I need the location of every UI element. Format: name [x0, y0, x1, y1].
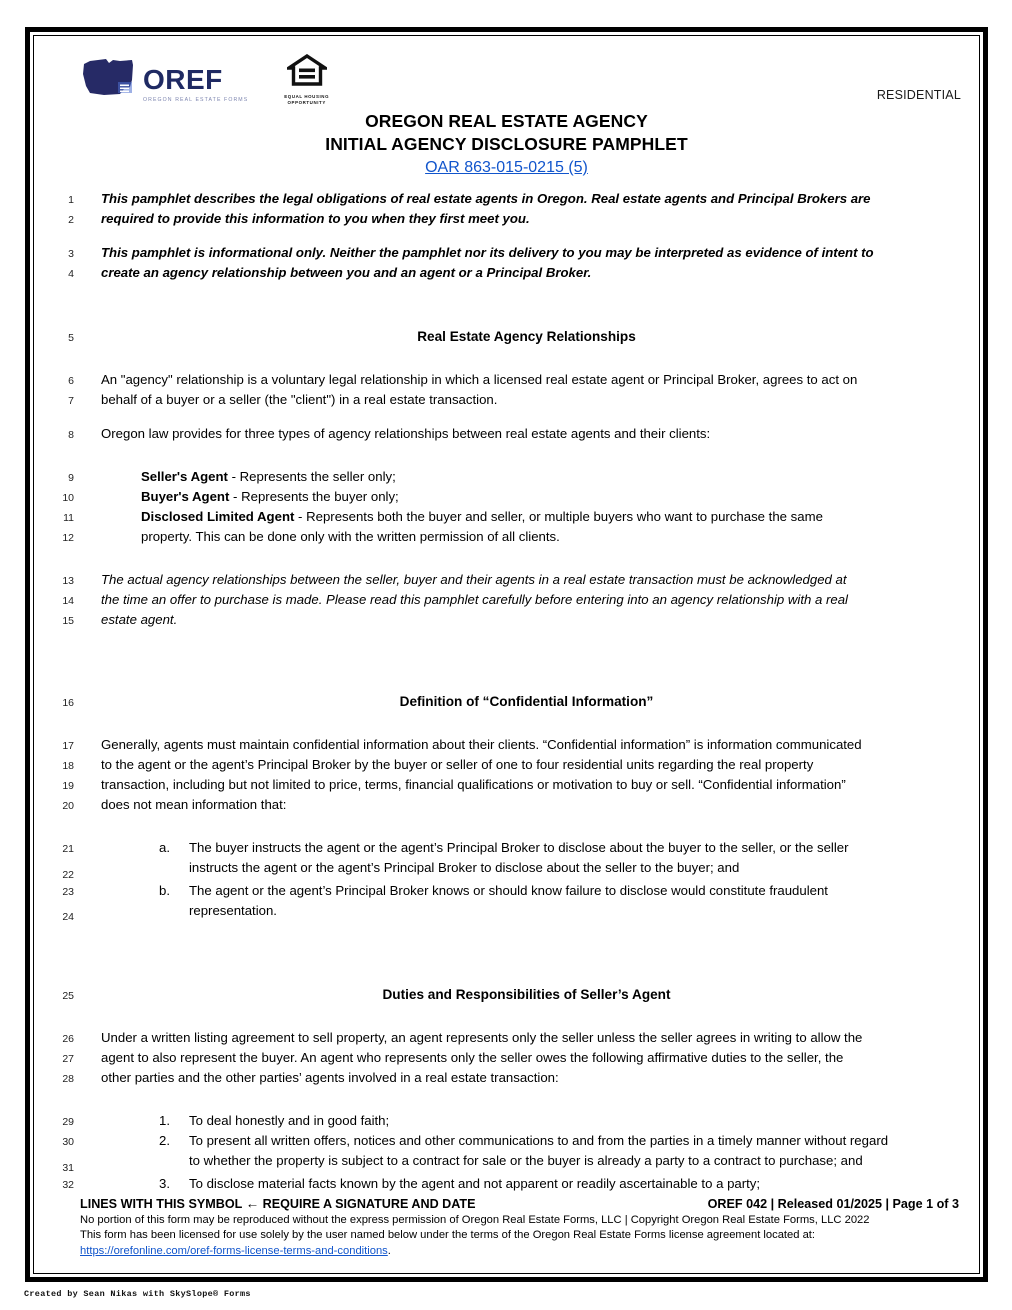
- list-marker-continuation: [141, 858, 189, 878]
- numbered-line: [34, 1131, 979, 1151]
- line-text: [74, 1174, 979, 1194]
- list-marker-continuation: [141, 1151, 189, 1171]
- numbered-line: [34, 901, 979, 924]
- line-number: 27: [62, 1053, 74, 1066]
- numbered-line: [34, 370, 979, 390]
- document-page-frame: [25, 27, 988, 1282]
- intro-paragraph-1: [34, 189, 979, 229]
- line-number: 13: [62, 575, 74, 588]
- line-text: [74, 1151, 979, 1171]
- paragraph-confidential-definition: [34, 735, 979, 815]
- numbered-line: [34, 775, 979, 795]
- line-number: 8: [68, 429, 74, 442]
- form-meta: OREF 042 | Released 01/2025 | Page 1 of 3: [707, 1196, 959, 1211]
- signature-symbol-note: [80, 1196, 476, 1211]
- spacer: [34, 674, 979, 692]
- footer-license-link-line: [80, 1244, 959, 1260]
- document-page-inner-border: [33, 35, 980, 1274]
- spacer: [34, 1019, 979, 1028]
- spacer: [34, 458, 979, 467]
- confidential-exceptions-list: [34, 838, 979, 923]
- line-text: does not mean information that:: [101, 797, 287, 813]
- numbered-line: [34, 570, 979, 590]
- line-text: [74, 507, 979, 527]
- oregon-state-shape-icon: [80, 56, 136, 103]
- line-number: 17: [62, 740, 74, 753]
- line-text: [74, 1131, 979, 1151]
- signature-note-prefix: LINES WITH THIS SYMBOL: [80, 1196, 243, 1211]
- agency-type-buyer-agent-label: Buyer's Agent: [141, 489, 230, 505]
- line-text: to the agent or the agent’s Principal Broker by the buyer or seller of one to four residential units regarding the real property: [101, 757, 814, 773]
- footer-top-row: [80, 1196, 959, 1211]
- document-title-line1: OREGON REAL ESTATE AGENCY: [365, 111, 648, 131]
- line-text: This pamphlet is informational only. Neither the pamphlet nor its delivery to you may be interpreted as evidence of intent to: [101, 245, 874, 261]
- equal-housing-icon: [287, 54, 327, 93]
- numbered-line: [34, 590, 979, 610]
- line-number: 1: [68, 194, 74, 207]
- line-number: 14: [62, 595, 74, 608]
- line-text: required to provide this information to you when they first meet you.: [101, 211, 530, 227]
- section-heading-text: Real Estate Agency Relationships: [417, 329, 636, 345]
- paragraph-three-types: [34, 424, 979, 444]
- paragraph-actual-relationships: [34, 570, 979, 630]
- numbered-line: [34, 858, 979, 881]
- footer-period: .: [387, 1244, 391, 1257]
- line-number: 26: [62, 1033, 74, 1046]
- numbered-line: [34, 209, 979, 229]
- line-number: 24: [62, 911, 74, 924]
- oref-logo: [80, 56, 248, 103]
- line-number: 11: [63, 512, 74, 525]
- line-text: estate agent.: [101, 612, 178, 628]
- line-text: [74, 838, 979, 858]
- created-by-watermark: Created by Sean Nikas with SkySlope® Forms: [24, 1289, 251, 1299]
- line-number: 6: [68, 375, 74, 388]
- intro-paragraph-2: [34, 243, 979, 283]
- section-heading-text: Duties and Responsibilities of Seller’s Agent: [382, 987, 671, 1003]
- line-number: 10: [62, 492, 74, 505]
- numbered-line: [34, 390, 979, 410]
- line-number: 25: [62, 990, 74, 1003]
- footer-license-line: This form has been licensed for use solely by the user named below under the terms of the Oregon Real Estate Forms license agreement located at:: [80, 1229, 816, 1241]
- numbered-line: [34, 189, 979, 209]
- spacer: [34, 829, 979, 838]
- line-number: 2: [68, 214, 74, 227]
- line-number: 20: [62, 800, 74, 813]
- equal-housing-label: EQUAL HOUSING OPPORTUNITY: [284, 94, 330, 105]
- line-text: [74, 467, 979, 487]
- document-title-line2: INITIAL AGENCY DISCLOSURE PAMPHLET: [325, 134, 688, 155]
- line-text: The actual agency relationships between the seller, buyer and their agents in a real estate transaction must be acknowledged at: [101, 572, 847, 588]
- line-text: [74, 881, 979, 901]
- numbered-line: [34, 263, 979, 283]
- footer-fine-print: [80, 1213, 959, 1260]
- numbered-line: [34, 610, 979, 630]
- section-spacer: [34, 644, 979, 674]
- left-arrow-icon: ←: [245, 1195, 260, 1211]
- line-text: Under a written listing agreement to sell property, an agent represents only the seller unless the seller agrees in writing to allow the: [101, 1030, 863, 1046]
- numbered-line: [34, 881, 979, 901]
- line-number: 29: [62, 1116, 74, 1129]
- list-item-text: to whether the property is subject to a contract for sale or the buyer is already a party to a contract to purchase; and: [189, 1153, 863, 1169]
- numbered-line: [34, 424, 979, 444]
- spacer: [34, 361, 979, 370]
- agency-type-seller-agent-label: Seller's Agent: [141, 469, 228, 485]
- list-item-text: To present all written offers, notices and other communications to and from the parties in a timely manner without regard: [189, 1133, 889, 1149]
- numbered-line: [34, 985, 979, 1005]
- agency-type-disclosed-limited-agent-label: Disclosed Limited Agent: [141, 509, 295, 525]
- line-number: 21: [62, 843, 74, 856]
- numbered-line: [34, 795, 979, 815]
- agency-type-disclosed-limited-agent-desc: - Represents both the buyer and seller, or multiple buyers who want to purchase the same: [294, 509, 823, 525]
- line-number: 5: [68, 332, 74, 345]
- seller-agent-duties-list: [34, 1111, 979, 1194]
- numbered-line: [34, 1151, 979, 1174]
- section-heading-text: Definition of “Confidential Information”: [399, 694, 654, 710]
- line-number: 4: [68, 268, 74, 281]
- document-title: [34, 110, 979, 156]
- oar-citation-link[interactable]: OAR 863-015-0215 (5): [425, 159, 588, 177]
- footer-copyright-line: No portion of this form may be reproduced without the express permission of Oregon Real Estate Forms, LLC | Copyright Oregon Real Estate Forms, LLC 2022: [80, 1213, 870, 1226]
- line-text: An "agency" relationship is a voluntary legal relationship in which a licensed real estate agent or Principal Broker, agrees to act on: [101, 372, 858, 388]
- numbered-line: [34, 838, 979, 858]
- spacer: [34, 726, 979, 735]
- line-text: create an agency relationship between you and an agent or a Principal Broker.: [101, 265, 592, 281]
- numbered-line: [34, 735, 979, 755]
- document-page-body: [34, 36, 979, 1273]
- line-text: This pamphlet describes the legal obligations of real estate agents in Oregon. Real estate agents and Principal Brokers are: [101, 191, 871, 207]
- spacer: [34, 561, 979, 570]
- line-text: agent to also represent the buyer. An agent who represents only the seller owes the following affirmative duties to the seller, the: [101, 1050, 844, 1066]
- line-number: 22: [62, 868, 74, 881]
- numbered-line: [34, 755, 979, 775]
- line-number: 32: [62, 1178, 74, 1191]
- line-number: 30: [62, 1136, 74, 1149]
- line-text: [74, 858, 979, 878]
- line-text: [74, 1111, 979, 1131]
- oref-logo-text: OREF: [143, 64, 223, 96]
- list-item-text: The agent or the agent’s Principal Broker knows or should know failure to disclose would constitute fraudulent: [189, 882, 828, 898]
- line-text: property. This can be done only with the written permission of all clients.: [141, 529, 560, 545]
- oar-citation-wrap: [34, 159, 979, 177]
- list-marker-b: b.: [159, 882, 170, 898]
- numbered-line: [34, 1174, 979, 1194]
- list-item-text: representation.: [189, 902, 277, 918]
- agency-type-buyer-agent-desc: - Represents the buyer only;: [229, 489, 399, 505]
- line-number: 3: [68, 248, 74, 261]
- line-number: 31: [62, 1161, 74, 1174]
- equal-housing-opportunity-logo: [284, 54, 329, 106]
- list-marker-continuation: [141, 901, 189, 921]
- numbered-line: [34, 527, 979, 547]
- numbered-line: [34, 243, 979, 263]
- paragraph-agency-definition: [34, 370, 979, 410]
- line-number: 28: [62, 1073, 74, 1086]
- numbered-line: [34, 467, 979, 487]
- license-terms-link[interactable]: https://orefonline.com/oref-forms-license-terms-and-conditions: [80, 1244, 388, 1257]
- section-spacer: [34, 937, 979, 967]
- list-marker-1: 1.: [159, 1113, 170, 1129]
- line-number: 18: [62, 760, 74, 773]
- oref-logo-subtext: OREGON REAL ESTATE FORMS: [143, 97, 249, 104]
- agency-type-seller-agent-desc: - Represents the seller only;: [227, 469, 396, 485]
- line-number: 15: [62, 615, 74, 628]
- line-text: behalf of a buyer or a seller (the "client") in a real estate transaction.: [101, 392, 498, 408]
- list-marker-3: 3.: [159, 1175, 170, 1191]
- oref-wordmark: [143, 66, 248, 103]
- line-number: 9: [68, 472, 74, 485]
- paragraph-listing-agreement: [34, 1028, 979, 1088]
- numbered-line: [34, 1048, 979, 1068]
- line-text: Generally, agents must maintain confidential information about their clients. “Confidential information” is information communicated: [101, 737, 862, 753]
- list-marker-a: a.: [159, 840, 170, 856]
- numbered-line: [34, 327, 979, 347]
- list-marker-2: 2.: [159, 1133, 170, 1149]
- numbered-line: [34, 692, 979, 712]
- list-item-text: To deal honestly and in good faith;: [189, 1113, 390, 1129]
- numbered-line: [34, 1111, 979, 1131]
- line-text: other parties and the other parties’ agents involved in a real estate transaction:: [101, 1070, 559, 1086]
- signature-note-suffix: REQUIRE A SIGNATURE AND DATE: [262, 1196, 476, 1211]
- numbered-line: [34, 1028, 979, 1048]
- line-number: 7: [68, 395, 74, 408]
- numbered-line: [34, 1068, 979, 1088]
- section-spacer: [34, 297, 979, 327]
- numbered-line: [34, 507, 979, 527]
- section-heading-agency-relationships: [34, 327, 979, 347]
- line-number: 23: [62, 885, 74, 898]
- line-number: 16: [62, 697, 74, 710]
- line-number: 12: [62, 532, 74, 545]
- section-heading-confidential-information: [34, 692, 979, 712]
- document-footer: [34, 1196, 979, 1260]
- list-item-text: The buyer instructs the agent or the agent’s Principal Broker to disclose about the buyer to the seller, or the seller: [189, 840, 849, 856]
- brand-logo-group: [80, 54, 329, 106]
- line-text: [74, 487, 979, 507]
- numbered-line: [34, 487, 979, 507]
- line-text: [74, 901, 979, 921]
- section-heading-seller-agent-duties: [34, 985, 979, 1005]
- spacer: [34, 967, 979, 985]
- agency-types-list: [34, 467, 979, 547]
- line-number: 19: [62, 780, 74, 793]
- line-text: Oregon law provides for three types of agency relationships between real estate agents and their clients:: [101, 426, 711, 442]
- residential-label: RESIDENTIAL: [876, 88, 961, 102]
- list-item-text: To disclose material facts known by the agent and not apparent or readily ascertainable to a party;: [189, 1175, 761, 1191]
- spacer: [34, 1102, 979, 1111]
- line-text: transaction, including but not limited to price, terms, financial qualifications or motivation to buy or sell. “Confidential information”: [101, 777, 846, 793]
- document-header: [34, 36, 979, 108]
- list-item-text: instructs the agent or the agent’s Principal Broker to disclose about the seller to the buyer; and: [189, 860, 740, 876]
- line-text: the time an offer to purchase is made. Please read this pamphlet carefully before entering into an agency relationship with a real: [101, 592, 848, 608]
